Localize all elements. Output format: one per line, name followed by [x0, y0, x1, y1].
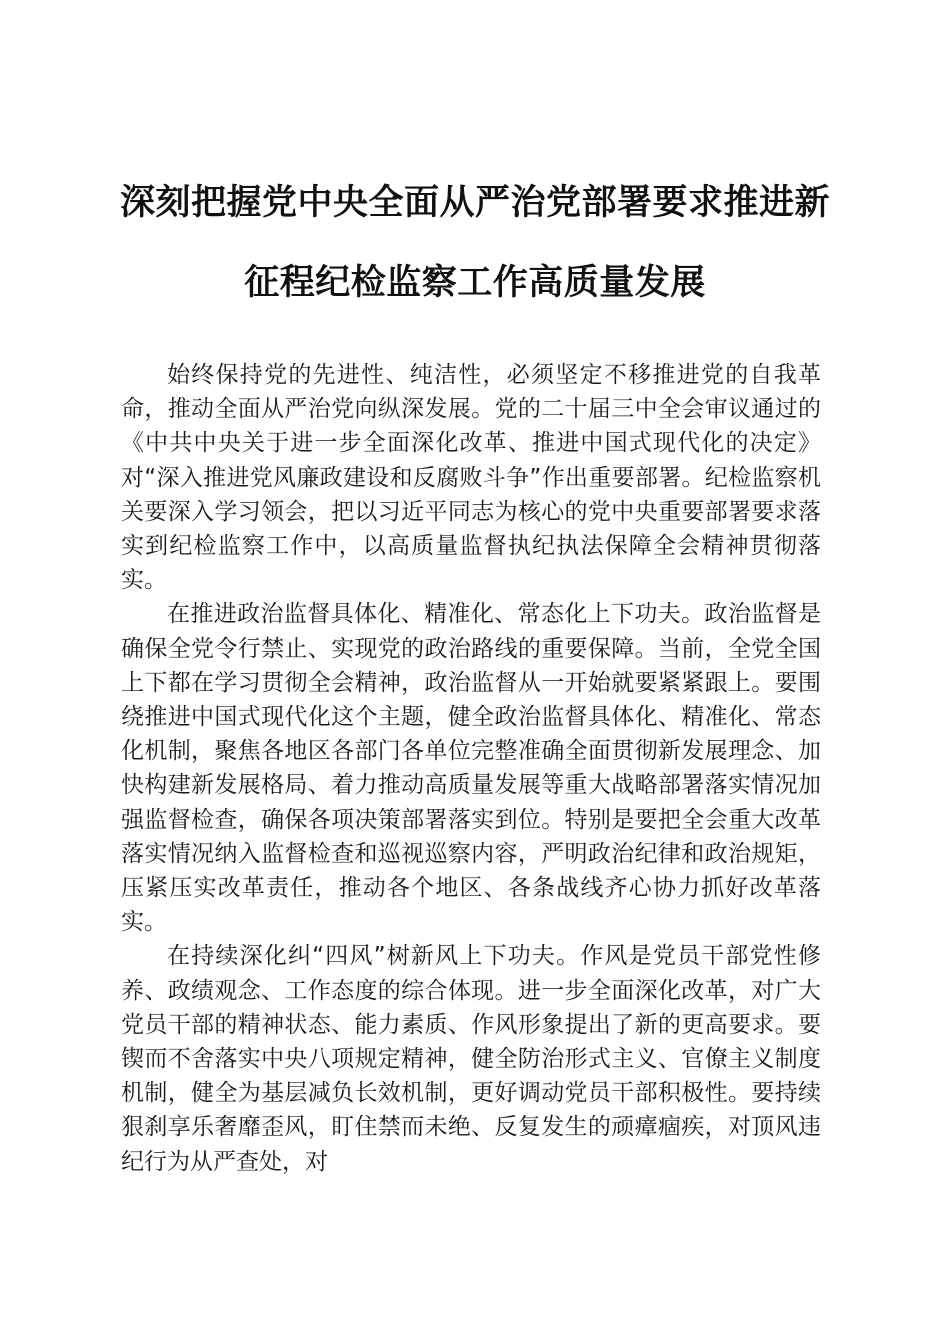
paragraph-1: 始终保持党的先进性、纯洁性，必须坚定不移推进党的自我革命，推动全面从严治党向纵深发展。党的二十届三中全会审议通过的《中共中央关于进一步全面深化改革、推进中国式现代化的决定》对“深入推进党风廉政建设和反腐败斗争”作出重要部署。纪检监察机关要深入学习领会，把以习近平同志为核心的党中央重要部署要求落实到纪检监察工作中，以高质量监督执纪执法保障全会精神贯彻落实。 [121, 362, 821, 594]
paragraph-2: 在推进政治监督具体化、精准化、常态化上下功夫。政治监督是确保全党令行禁止、实现党的政治路线的重要保障。当前，全党全国上下都在学习贯彻全会精神，政治监督从一开始就要紧紧跟上。要围绕推进中国式现代化这个主题，健全政治监督具体化、精准化、常态化机制，聚焦各地区各部门各单位完整准确全面贯彻新发展理念、加快构建新发展格局、着力推动高质量发展等重大战略部署落实情况加强监督检查，确保各项决策部署落实到位。特别是要把全会重大改革落实情况纳入监督检查和巡视巡察内容，严明政治纪律和政治规矩，压紧压实改革责任，推动各个地区、各条战线齐心协力抓好改革落实。 [121, 601, 821, 936]
title-line-1: 深刻把握党中央全面从严治党部署要求推进新 [119, 182, 830, 223]
paragraph-3: 在持续深化纠“四风”树新风上下功夫。作风是党员干部党性修养、政绩观念、工作态度的综合体现。进一步全面深化改革，对广大党员干部的精神状态、能力素质、作风形象提出了新的更高要求。要锲而不舍落实中央八项规定精神，健全防治形式主义、官僚主义制度机制，健全为基层减负长效机制，更好调动党员干部积极性。要持续狠刹享乐奢靡歪风，盯住禁而未绝、反复发生的顽瘴痼疾，对顶风违纪行为从严查处，对 [121, 943, 821, 1175]
document-body [121, 358, 821, 1179]
document-title [100, 163, 850, 323]
title-line-2: 征程纪检监察工作高质量发展 [244, 262, 706, 303]
